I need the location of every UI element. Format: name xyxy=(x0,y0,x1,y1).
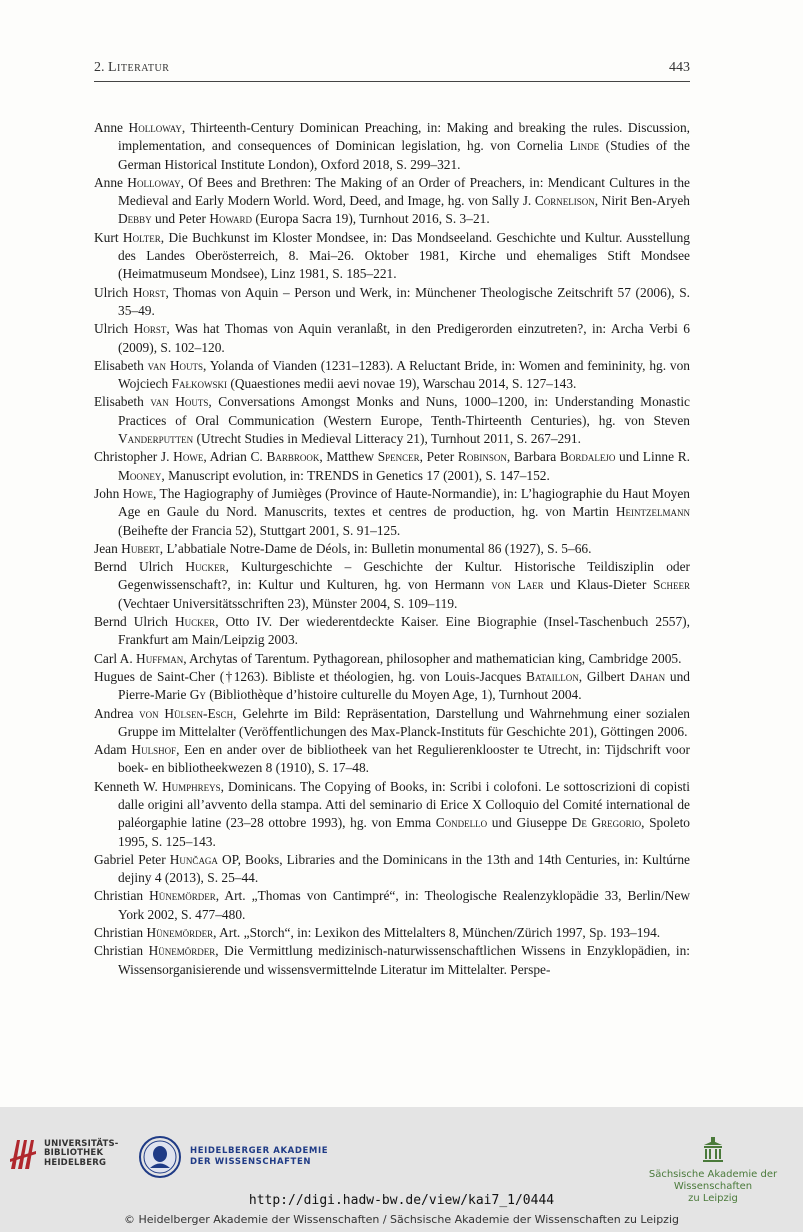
author-surname: Holloway xyxy=(128,120,182,135)
footer-bar xyxy=(0,1107,803,1232)
entry-text: , Barbara xyxy=(506,449,560,465)
entry-text: , Matthew xyxy=(319,449,378,465)
entry-text: , Manuscript evolution, in: TRENDS in Genetics 17 (2001), S. 147–152. xyxy=(161,467,550,483)
author-surname: Heintzelmann xyxy=(615,504,690,520)
ub-emblem-icon xyxy=(8,1137,38,1171)
header-rule xyxy=(94,81,690,82)
entry-text: Hugues de Saint-Cher (†1263). Bibliste et théologien, hg. von Louis-Jacques xyxy=(94,668,527,684)
entry-text: , Yolanda of Vianden (1231–1283). A Reluctant Bride, in: Women and femininity, hg. von Wojciech xyxy=(118,357,691,392)
entry-text: , Dominicans. The Copying of Books, in: Scribi i colofoni. Le sottoscrizioni di copisti dalle origini all’avvento della stampa. Atti del seminario di Erice X Colloquio del Comité international de paléorgaphie latine (23–28 ottobre 1993), hg. von Emma xyxy=(118,778,690,831)
bibliography-entry xyxy=(94,778,690,851)
author-surname: Bataillon xyxy=(526,668,579,684)
entry-text: Ulrich xyxy=(94,284,133,300)
entry-text: Adam xyxy=(94,742,132,758)
entry-text: und Peter xyxy=(151,211,210,227)
author-surname: Hünemörder xyxy=(148,943,216,959)
source-url[interactable]: http://digi.hadw-bw.de/view/kai7_1/0444 xyxy=(248,1193,555,1208)
entry-text: (Bibliothèque d’histoire culturelle du Moyen Age, 1), Turnhout 2004. xyxy=(205,687,582,703)
entry-text: Kenneth W. xyxy=(94,778,162,794)
entry-text: Elisabeth xyxy=(94,394,151,410)
author-surname: Holloway xyxy=(127,174,181,190)
entry-text: , Otto IV. Der wiederentdeckte Kaiser. Eine Biographie (Insel-Taschenbuch 2557), Frankfurt am Main/Leipzig 2003. xyxy=(118,614,690,648)
copyright-notice: © Heidelberger Akademie der Wissenschaften / Sächsische Akademie der Wissenschaften zu Leipzig xyxy=(123,1213,679,1226)
entry-text: (Vechtaer Universitätsschriften 23), Münster 2004, S. 109–119. xyxy=(118,595,458,611)
entry-text: Andrea xyxy=(94,705,140,721)
entry-text: , The Hagiography of Jumièges (Province of Haute-Normandie), in: L’hagiographie du Haut Moyen Age en Gaule du Nord. Manuscrits, textes et centres de production, hg. von Martin xyxy=(118,485,690,520)
entry-text: , Was hat Thomas von Aquin veranlaßt, in den Predigerorden einzutreten?, in: Archa Verbi 6 (2009), S. 102–120. xyxy=(118,321,690,355)
section-heading xyxy=(94,60,169,76)
entry-text: John xyxy=(94,485,123,501)
entry-text: , Thomas von Aquin – Person und Werk, in: Münchener Theologische Zeitschrift 57 (2006), S. 35–49. xyxy=(118,284,690,318)
entry-text: Christian xyxy=(94,888,150,904)
entry-text: Jean xyxy=(94,540,122,556)
author-surname: Vanderputten xyxy=(118,431,194,447)
bibliography-entry xyxy=(94,668,690,705)
entry-text: , Die Buchkunst im Kloster Mondsee, in: Das Mondseeland. Geschichte und Kultur. Ausstellung des Landes Oberösterreich, 8. Mai–26. Oktober 1981, Kirche und ehemaliges Stift Mondsee (Heimatmuseum Mondsee), Linz 1981, S. 185–221. xyxy=(118,229,690,282)
author-surname: Mooney xyxy=(118,467,162,483)
entry-text: und Pierre-Marie xyxy=(118,668,690,703)
entry-text: Anne xyxy=(94,120,129,135)
author-surname: Bordalejo xyxy=(559,449,616,465)
author-surname: Debby xyxy=(118,211,152,227)
bibliography-entry xyxy=(94,924,690,942)
bibliography-entry xyxy=(94,741,690,778)
author-surname: Horst xyxy=(133,321,167,337)
author-surname: Gy xyxy=(189,687,206,703)
bibliography-entry xyxy=(94,393,690,448)
entry-text: , L’abbatiale Notre-Dame de Déols, in: Bulletin monumental 86 (1927), S. 5–66. xyxy=(159,540,592,556)
entry-text: , Die Vermittlung medizinisch-naturwissenschaftlichen Wissens in Enzyklopädien, in: Wissensorganisierende und wissensvermittelnde Literatur im Mittelalter. Perspe- xyxy=(118,943,690,977)
entry-text: und Klaus-Dieter xyxy=(543,577,654,593)
entry-text: Kurt xyxy=(94,229,123,245)
hadw-label: HEIDELBERGER AKADEMIE DER WISSENSCHAFTEN xyxy=(190,1146,329,1167)
entry-text: , Archytas of Tarentum. Pythagorean, philosopher and mathematician king, Cambridge 2005. xyxy=(183,650,682,666)
author-surname: Howard xyxy=(209,211,253,227)
author-surname: Hubert xyxy=(121,540,160,556)
author-surname: Spencer xyxy=(377,449,420,465)
entry-text: Carl A. xyxy=(94,650,137,666)
author-surname: von Laer xyxy=(491,577,544,593)
saw-building-icon xyxy=(702,1137,724,1163)
bibliography-entry xyxy=(94,558,690,613)
entry-text: (Beihefte der Francia 52), Stuttgart 2001, S. 91–125. xyxy=(118,522,401,538)
bibliography-entry xyxy=(94,540,690,558)
entry-text: , Spoleto 1995, S. 125–143. xyxy=(118,815,690,849)
entry-text: , Gelehrte im Bild: Repräsentation, Darstellung und Wahrnehmung einer sozialen Gruppe im Mittelalter (Veröffentlichungen des Max-Planck-Instituts für Geschichte 201), Göttingen 2006. xyxy=(118,705,690,739)
author-surname: Condello xyxy=(435,815,488,831)
ub-label: UNIVERSITÄTS- BIBLIOTHEK HEIDELBERG xyxy=(44,1138,119,1168)
entry-text: , Conversations Amongst Monks and Nuns, 1000–1200, in: Understanding Monastic Practices of Oral Communication (Western Europe, Tenth-Thirteenth Centuries), hg. von Steven xyxy=(118,394,690,428)
entry-text: , Kulturgeschichte – Geschichte der Kultur. Historische Teildisziplin oder Gegenwissenschaft?, in: Kultur und Kulturen, hg. von Hermann xyxy=(118,559,690,593)
author-surname: Hulshof xyxy=(131,742,177,758)
entry-text: OP, Books, Libraries and the Dominicans in the 13th and 14th Centuries, in: Kultúrne dejiny 4 (2013), S. 25–44. xyxy=(118,851,690,886)
entry-text: Bernd Ulrich xyxy=(94,559,186,575)
running-head xyxy=(94,60,690,76)
ub-heidelberg-logo[interactable] xyxy=(8,1137,119,1171)
author-surname: Hucker xyxy=(185,559,226,575)
bibliography-entry xyxy=(94,942,690,979)
author-surname: Dahan xyxy=(629,668,666,684)
entry-text: und Giuseppe xyxy=(487,815,572,831)
author-surname: Howe xyxy=(122,485,153,501)
author-surname: Linde xyxy=(569,138,600,154)
bibliography-entry xyxy=(94,229,690,284)
entry-text: und Linne R. xyxy=(615,449,690,465)
bibliography-entry xyxy=(94,284,690,321)
page-number: 443 xyxy=(669,60,690,75)
author-surname: Hunčaga xyxy=(169,851,218,867)
author-surname: Robinson xyxy=(457,449,507,465)
bibliography-entry xyxy=(94,613,690,650)
bibliography-list xyxy=(94,119,690,979)
author-surname: Howe xyxy=(173,449,204,465)
bibliography-entry xyxy=(94,650,690,668)
entry-text: , Adrian C. xyxy=(203,449,267,465)
entry-text: Bernd Ulrich xyxy=(94,614,175,630)
entry-text: , Thirteenth-Century Dominican Preaching, in: Making and breaking the rules. Discussion, implementation, and consequences of Dominican legislation, hg. von Cornelia xyxy=(118,120,690,154)
entry-text: Christopher J. xyxy=(94,449,174,465)
bibliography-entry xyxy=(94,174,690,229)
bibliography-entry xyxy=(94,357,690,394)
hadw-logo[interactable] xyxy=(138,1135,328,1179)
author-surname: van Houts xyxy=(150,394,209,410)
entry-text: Gabriel Peter xyxy=(94,851,170,867)
author-surname: Horst xyxy=(132,284,166,300)
author-surname: Hucker xyxy=(175,614,216,630)
author-surname: Cornelison xyxy=(534,193,595,209)
entry-text: , Art. „Thomas von Cantimpré“, in: Theologische Realenzyklopädie 33, Berlin/New York 2002, S. 477–480. xyxy=(118,888,690,922)
entry-text: , Gilbert xyxy=(578,668,630,684)
section-number: 2. xyxy=(94,60,108,75)
entry-text: Anne xyxy=(94,174,128,190)
bibliography-entry xyxy=(94,887,690,924)
bibliography-entry xyxy=(94,448,690,485)
entry-text: (Utrecht Studies in Medieval Litteracy 21), Turnhout 2011, S. 267–291. xyxy=(193,431,581,447)
author-surname: Humphreys xyxy=(161,778,221,794)
hadw-seal-icon xyxy=(138,1135,182,1179)
entry-text: (Quaestiones medii aevi novae 19), Warschau 2014, S. 127–143. xyxy=(227,376,577,392)
entry-text: (Studies of the German Historical Institute London), Oxford 2018, S. 299–321. xyxy=(118,138,690,172)
section-title: Literatur xyxy=(108,60,170,75)
author-surname: Barbrook xyxy=(266,449,320,465)
author-surname: Huffman xyxy=(136,650,184,666)
entry-text: , Of Bees and Brethren: The Making of an Order of Preachers, in: Mendicant Cultures in the Medieval and Early Modern World. Word, Deed, and Image, hg. von Sally J. xyxy=(118,174,690,209)
author-surname: Holter xyxy=(122,229,161,245)
bibliography-entry xyxy=(94,320,690,357)
saw-label: Sächsische Akademie der Wissenschaften zu Leipzig xyxy=(648,1169,778,1204)
entry-text: Ulrich xyxy=(94,321,134,337)
entry-text: , Nirit Ben-Aryeh xyxy=(594,193,690,209)
entry-text: (Europa Sacra 19), Turnhout 2016, S. 3–21. xyxy=(252,211,490,227)
entry-text: Christian xyxy=(94,925,147,941)
entry-text: Elisabeth xyxy=(94,357,148,373)
entry-text: Christian xyxy=(94,943,149,959)
bibliography-entry xyxy=(94,119,690,174)
author-surname: von Hülsen-Esch xyxy=(139,705,234,721)
entry-text: , Art. „Storch“, in: Lexikon des Mittelalters 8, München/Zürich 1997, Sp. 193–194. xyxy=(213,925,661,941)
author-surname: Hünemörder xyxy=(149,888,216,904)
author-surname: van Houts xyxy=(147,357,204,373)
author-surname: Fałkowski xyxy=(171,376,228,392)
entry-text: , Een en ander over de bibliotheek van het Regulierenklooster te Utrecht, in: Tijdschrift voor boek- en bibliotheekwezen 8 (1910), S. 17–48. xyxy=(118,742,690,776)
bibliography-entry xyxy=(94,485,690,540)
author-surname: Hünemörder xyxy=(146,925,214,941)
author-surname: De Gregorio xyxy=(571,815,642,831)
entry-text: , Peter xyxy=(419,449,458,465)
author-surname: Scheer xyxy=(653,577,690,593)
bibliography-entry xyxy=(94,851,690,888)
bibliography-entry xyxy=(94,705,690,742)
